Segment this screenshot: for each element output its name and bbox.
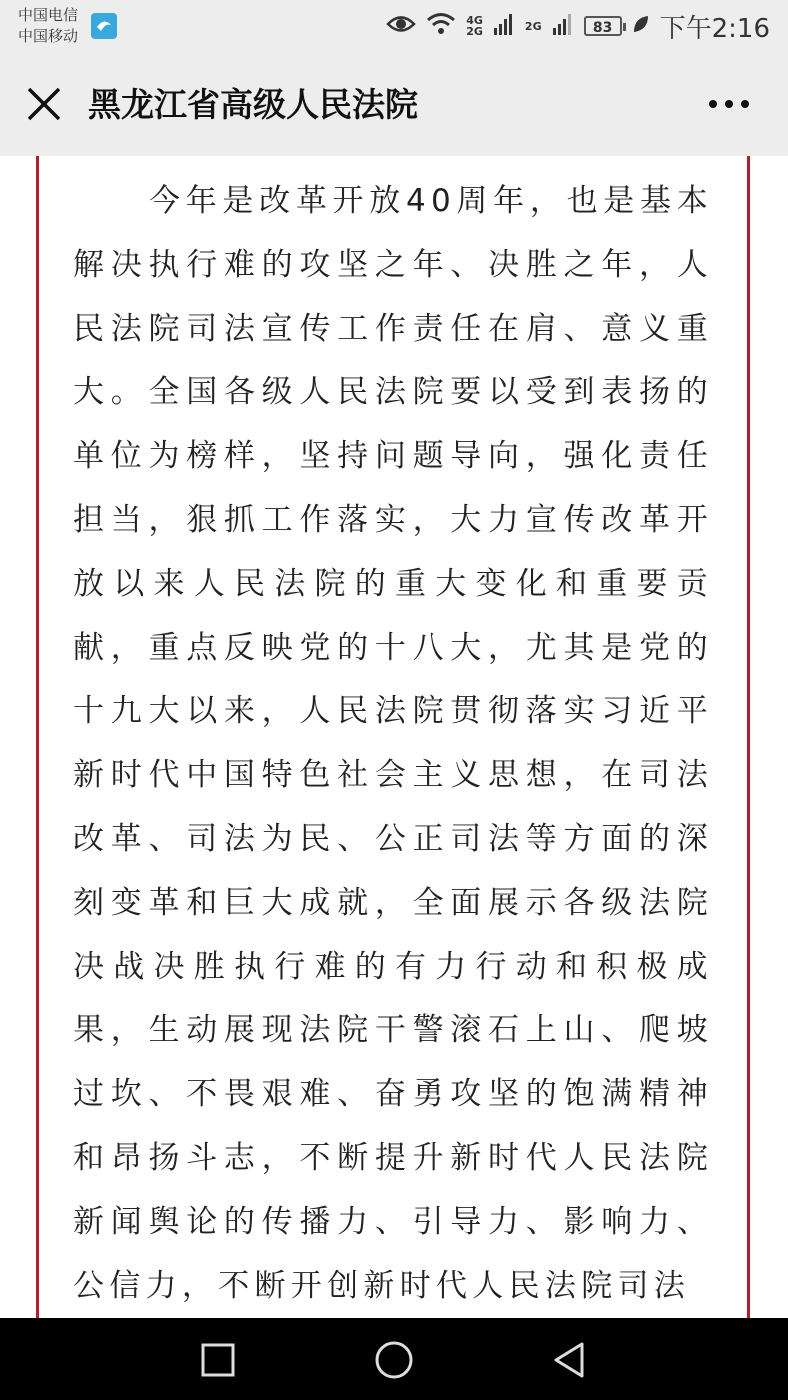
signal-icon-2 [552, 12, 574, 40]
carrier-2-label: 中国移动 [18, 27, 79, 45]
status-indicators [386, 10, 770, 42]
system-nav-bar [0, 1318, 788, 1400]
decorative-border-left [36, 156, 39, 1318]
network-type-2: 2G [524, 19, 542, 33]
home-button[interactable] [374, 1340, 414, 1380]
leaf-icon [632, 14, 650, 38]
back-triangle-icon [550, 1340, 590, 1380]
network-1-bottom-label: 2G [466, 25, 483, 38]
status-bar [0, 0, 788, 52]
decorative-border-right [747, 156, 750, 1318]
back-button[interactable] [550, 1340, 590, 1380]
recent-square-icon [198, 1340, 238, 1380]
article-paragraph: 今年是改革开放40周年，也是基本解决执行难的攻坚之年、决胜之年，人民法院司法宣传工作责任在肩、意义重大。全国各级人民法院要以受到表扬的单位为榜样，坚持问题导向，强化责任担当，狠抓工作落实，大力宣传改革开放以来人民法院的重大变化和重要贡献，重点反映党的十八大，尤其是党的十九大以来，人民法院贯彻落实习近平新时代中国特色社会主义思想，在司法改革、司法为民、公正司法等方面的深刻变革和巨大成就，全面展示各级法院决战决胜执行难的有力行动和积极成果，生动展现法院干警滚石上山、爬坡过坎、不畏艰难、奋勇攻坚的饱满精神和昂扬斗志，不断提升新时代人民法院新闻舆论的传播力、引导力、影响力、公信力，不断开创新时代人民法院司法 [73, 183, 713, 1304]
close-button[interactable] [24, 84, 64, 124]
home-circle-icon [374, 1340, 414, 1380]
page-title: 黑龙江省高级人民法院 [88, 85, 418, 124]
more-icon [706, 86, 752, 122]
app-notification-icon [91, 13, 117, 39]
status-time: 下午2:16 [659, 13, 770, 44]
recent-apps-button[interactable] [198, 1340, 238, 1380]
signal-icon [493, 12, 515, 40]
eye-icon [386, 13, 416, 39]
wifi-icon [426, 12, 456, 40]
title-bar [0, 52, 788, 156]
network-1-top-label: 4G [466, 14, 483, 27]
network-type-1 [466, 15, 483, 37]
more-options-button[interactable] [706, 86, 752, 122]
carrier-labels [18, 5, 78, 47]
article-content[interactable] [0, 156, 788, 1318]
battery-indicator: 83 [584, 16, 622, 36]
carrier-1-label: 中国电信 [18, 6, 79, 24]
close-icon [24, 84, 64, 124]
